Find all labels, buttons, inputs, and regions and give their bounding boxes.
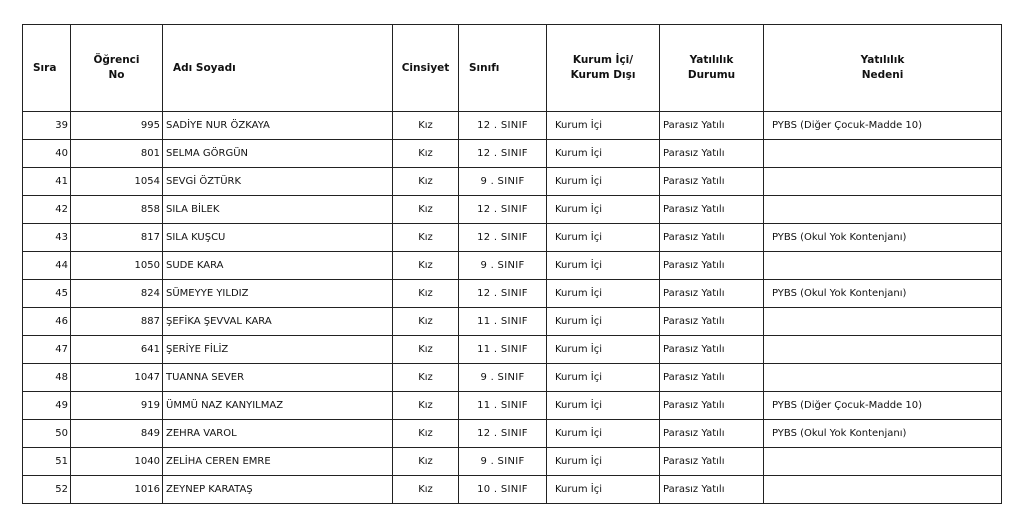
table-body <box>23 112 1002 504</box>
cell-yatilik-nedeni: PYBS (Diğer Çocuk-Madde 10) <box>764 392 1002 420</box>
cell-cinsiyet: Kız <box>393 308 459 336</box>
cell-sinifi: 11 . SINIF <box>459 336 547 364</box>
header-cinsiyet: Cinsiyet <box>393 25 459 112</box>
cell-kurum: Kurum İçi <box>547 252 660 280</box>
cell-ogrenci-no: 1054 <box>71 168 163 196</box>
cell-kurum: Kurum İçi <box>547 420 660 448</box>
cell-yatilik-durumu: Parasız Yatılı <box>660 476 764 504</box>
cell-kurum: Kurum İçi <box>547 280 660 308</box>
cell-yatilik-nedeni: PYBS (Okul Yok Kontenjanı) <box>764 224 1002 252</box>
cell-sira: 44 <box>23 252 71 280</box>
cell-sinifi: 12 . SINIF <box>459 280 547 308</box>
cell-sira: 41 <box>23 168 71 196</box>
cell-adi-soyadi: SILA BİLEK <box>163 196 393 224</box>
table-row <box>23 308 1002 336</box>
cell-sira: 49 <box>23 392 71 420</box>
cell-sira: 42 <box>23 196 71 224</box>
cell-yatilik-durumu: Parasız Yatılı <box>660 168 764 196</box>
cell-sira: 51 <box>23 448 71 476</box>
cell-ogrenci-no: 1050 <box>71 252 163 280</box>
cell-sinifi: 12 . SINIF <box>459 224 547 252</box>
table-row <box>23 336 1002 364</box>
cell-adi-soyadi: SILA KUŞCU <box>163 224 393 252</box>
cell-ogrenci-no: 1040 <box>71 448 163 476</box>
table-row <box>23 140 1002 168</box>
header-sinifi: Sınıfı <box>459 25 547 112</box>
cell-sira: 45 <box>23 280 71 308</box>
header-yatilik-nedeni <box>764 25 1002 112</box>
cell-adi-soyadi: SUDE KARA <box>163 252 393 280</box>
cell-yatilik-nedeni <box>764 364 1002 392</box>
header-kurum-line1: Kurum İçi/ <box>572 54 634 66</box>
cell-ogrenci-no: 887 <box>71 308 163 336</box>
cell-yatilik-nedeni: PYBS (Diğer Çocuk-Madde 10) <box>764 112 1002 140</box>
cell-sinifi: 12 . SINIF <box>459 140 547 168</box>
cell-cinsiyet: Kız <box>393 168 459 196</box>
table-row <box>23 112 1002 140</box>
cell-sinifi: 9 . SINIF <box>459 364 547 392</box>
cell-sinifi: 12 . SINIF <box>459 112 547 140</box>
header-yatilik-durumu <box>660 25 764 112</box>
cell-kurum: Kurum İçi <box>547 224 660 252</box>
table-row <box>23 252 1002 280</box>
header-kurum-line2: Kurum Dışı <box>570 69 636 81</box>
cell-yatilik-nedeni <box>764 448 1002 476</box>
cell-adi-soyadi: ZEYNEP KARATAŞ <box>163 476 393 504</box>
cell-cinsiyet: Kız <box>393 252 459 280</box>
cell-kurum: Kurum İçi <box>547 168 660 196</box>
cell-sinifi: 11 . SINIF <box>459 308 547 336</box>
cell-kurum: Kurum İçi <box>547 392 660 420</box>
cell-cinsiyet: Kız <box>393 280 459 308</box>
cell-yatilik-nedeni <box>764 476 1002 504</box>
cell-yatilik-durumu: Parasız Yatılı <box>660 280 764 308</box>
table-row <box>23 392 1002 420</box>
cell-ogrenci-no: 849 <box>71 420 163 448</box>
cell-yatilik-nedeni <box>764 336 1002 364</box>
cell-yatilik-durumu: Parasız Yatılı <box>660 336 764 364</box>
cell-yatilik-durumu: Parasız Yatılı <box>660 252 764 280</box>
cell-sinifi: 9 . SINIF <box>459 168 547 196</box>
cell-ogrenci-no: 1016 <box>71 476 163 504</box>
cell-sinifi: 10 . SINIF <box>459 476 547 504</box>
header-ogrenci-no-line2: No <box>108 69 125 81</box>
cell-sira: 43 <box>23 224 71 252</box>
header-ogrenci-no <box>71 25 163 112</box>
cell-kurum: Kurum İçi <box>547 364 660 392</box>
cell-cinsiyet: Kız <box>393 392 459 420</box>
cell-yatilik-nedeni: PYBS (Okul Yok Kontenjanı) <box>764 420 1002 448</box>
cell-cinsiyet: Kız <box>393 476 459 504</box>
cell-adi-soyadi: SADİYE NUR ÖZKAYA <box>163 112 393 140</box>
cell-cinsiyet: Kız <box>393 112 459 140</box>
cell-adi-soyadi: ZELİHA CEREN EMRE <box>163 448 393 476</box>
header-ogrenci-no-line1: Öğrenci <box>93 54 140 66</box>
cell-yatilik-durumu: Parasız Yatılı <box>660 448 764 476</box>
table-row <box>23 476 1002 504</box>
table-row <box>23 196 1002 224</box>
cell-yatilik-durumu: Parasız Yatılı <box>660 308 764 336</box>
cell-sinifi: 9 . SINIF <box>459 448 547 476</box>
header-yatilik-nedeni-line1: Yatılılık <box>860 54 905 66</box>
cell-sira: 39 <box>23 112 71 140</box>
cell-yatilik-durumu: Parasız Yatılı <box>660 112 764 140</box>
cell-kurum: Kurum İçi <box>547 140 660 168</box>
cell-cinsiyet: Kız <box>393 224 459 252</box>
cell-cinsiyet: Kız <box>393 448 459 476</box>
cell-kurum: Kurum İçi <box>547 112 660 140</box>
cell-sira: 50 <box>23 420 71 448</box>
cell-kurum: Kurum İçi <box>547 476 660 504</box>
cell-cinsiyet: Kız <box>393 196 459 224</box>
cell-yatilik-nedeni <box>764 140 1002 168</box>
cell-yatilik-durumu: Parasız Yatılı <box>660 140 764 168</box>
cell-ogrenci-no: 858 <box>71 196 163 224</box>
cell-yatilik-nedeni <box>764 196 1002 224</box>
student-table <box>22 24 1002 504</box>
header-adi-soyadi: Adı Soyadı <box>163 25 393 112</box>
header-kurum <box>547 25 660 112</box>
cell-yatilik-nedeni <box>764 308 1002 336</box>
student-table-sheet <box>22 24 1001 504</box>
cell-kurum: Kurum İçi <box>547 448 660 476</box>
cell-sira: 48 <box>23 364 71 392</box>
header-yatilik-durumu-line1: Yatılılık <box>689 54 734 66</box>
cell-adi-soyadi: SELMA GÖRGÜN <box>163 140 393 168</box>
cell-sinifi: 11 . SINIF <box>459 392 547 420</box>
cell-ogrenci-no: 995 <box>71 112 163 140</box>
cell-adi-soyadi: SEVGİ ÖZTÜRK <box>163 168 393 196</box>
cell-kurum: Kurum İçi <box>547 196 660 224</box>
cell-adi-soyadi: TUANNA SEVER <box>163 364 393 392</box>
table-header-row <box>23 25 1002 112</box>
cell-cinsiyet: Kız <box>393 140 459 168</box>
cell-sira: 46 <box>23 308 71 336</box>
cell-ogrenci-no: 817 <box>71 224 163 252</box>
cell-yatilik-durumu: Parasız Yatılı <box>660 224 764 252</box>
cell-ogrenci-no: 824 <box>71 280 163 308</box>
cell-yatilik-nedeni <box>764 252 1002 280</box>
cell-adi-soyadi: ZEHRA VAROL <box>163 420 393 448</box>
cell-yatilik-nedeni: PYBS (Okul Yok Kontenjanı) <box>764 280 1002 308</box>
cell-sira: 40 <box>23 140 71 168</box>
header-yatilik-durumu-line2: Durumu <box>687 69 736 81</box>
cell-yatilik-durumu: Parasız Yatılı <box>660 392 764 420</box>
table-row <box>23 224 1002 252</box>
table-row <box>23 280 1002 308</box>
cell-sinifi: 9 . SINIF <box>459 252 547 280</box>
table-row <box>23 168 1002 196</box>
table-row <box>23 364 1002 392</box>
table-row <box>23 420 1002 448</box>
header-sira: Sıra <box>23 25 71 112</box>
cell-kurum: Kurum İçi <box>547 308 660 336</box>
cell-adi-soyadi: ÜMMÜ NAZ KANYILMAZ <box>163 392 393 420</box>
cell-cinsiyet: Kız <box>393 420 459 448</box>
header-yatilik-nedeni-line2: Nedeni <box>861 69 904 81</box>
cell-sinifi: 12 . SINIF <box>459 420 547 448</box>
cell-sira: 52 <box>23 476 71 504</box>
cell-yatilik-nedeni <box>764 168 1002 196</box>
cell-ogrenci-no: 641 <box>71 336 163 364</box>
cell-adi-soyadi: SÜMEYYE YILDIZ <box>163 280 393 308</box>
cell-kurum: Kurum İçi <box>547 336 660 364</box>
cell-yatilik-durumu: Parasız Yatılı <box>660 364 764 392</box>
cell-cinsiyet: Kız <box>393 336 459 364</box>
cell-yatilik-durumu: Parasız Yatılı <box>660 420 764 448</box>
cell-ogrenci-no: 1047 <box>71 364 163 392</box>
cell-adi-soyadi: ŞERİYE FİLİZ <box>163 336 393 364</box>
cell-ogrenci-no: 919 <box>71 392 163 420</box>
cell-sinifi: 12 . SINIF <box>459 196 547 224</box>
cell-yatilik-durumu: Parasız Yatılı <box>660 196 764 224</box>
cell-ogrenci-no: 801 <box>71 140 163 168</box>
cell-sira: 47 <box>23 336 71 364</box>
cell-adi-soyadi: ŞEFİKA ŞEVVAL KARA <box>163 308 393 336</box>
table-row <box>23 448 1002 476</box>
cell-cinsiyet: Kız <box>393 364 459 392</box>
